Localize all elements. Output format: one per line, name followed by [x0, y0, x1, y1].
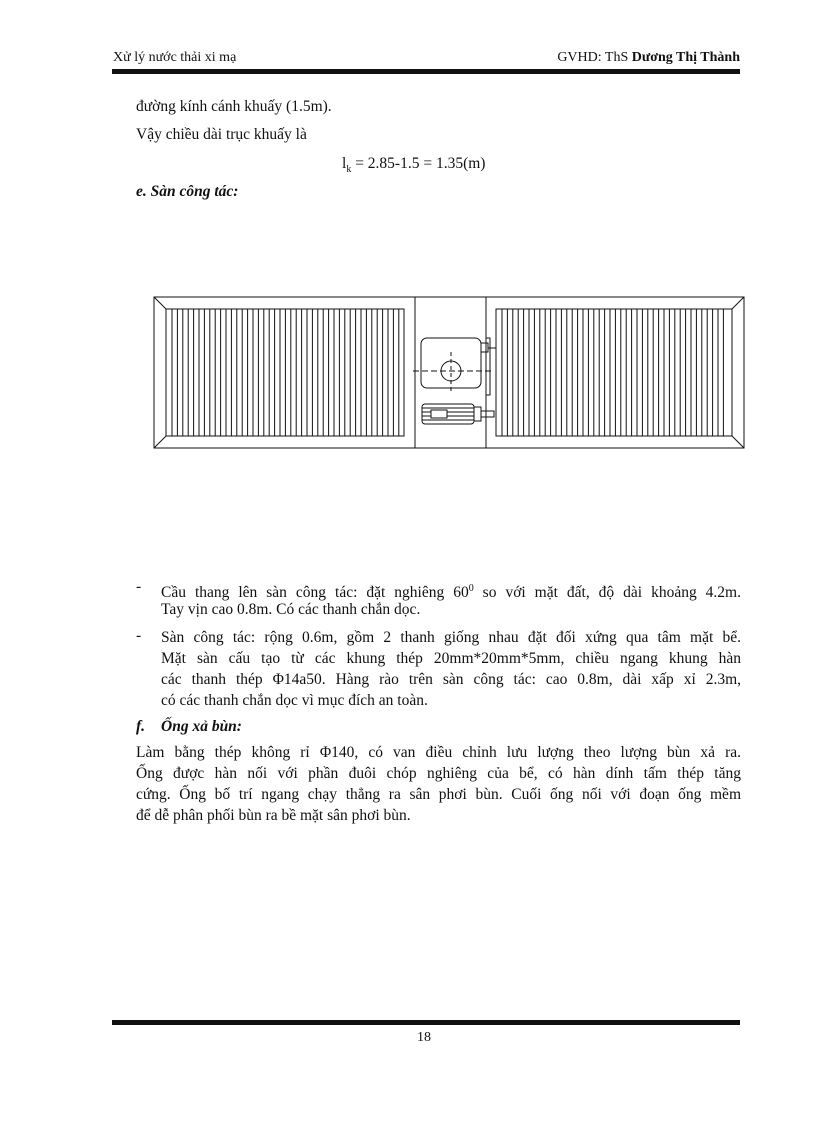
heading-f: Ống xả bùn: — [161, 718, 242, 735]
right-grating-slats — [502, 309, 723, 436]
formula-base: l — [342, 155, 347, 172]
para-f-line2: Ống được hàn nối với phần đuôi chóp nghiêng của bể, có hàn dính tấm thép tăng — [136, 765, 741, 782]
stirrer-gearbox-icon — [413, 338, 496, 395]
heading-f-label: f. — [136, 718, 146, 735]
bullet1-post: so với mặt đất, độ dài khoảng 4.2m. — [473, 584, 741, 602]
para-f-line4: để dễ phân phối bùn ra bề mặt sân phơi bùn. — [136, 807, 411, 824]
bullet2-line4: có các thanh chắn dọc vì mục đích an toàn. — [161, 692, 428, 709]
formula-sub: k — [346, 164, 352, 176]
bullet1-line2: Tay vịn cao 0.8m. Có các thanh chắn dọc. — [161, 601, 421, 618]
formula-rest: = 2.85-1.5 = 1.35(m) — [351, 155, 486, 172]
bullet2-line1: Sàn công tác: rộng 0.6m, gồm 2 thanh giống nhau đặt đối xứng qua tâm mặt bể. — [161, 629, 741, 646]
heading-e: e. Sàn công tác: — [136, 183, 239, 200]
page-number: 18 — [417, 1030, 431, 1045]
left-grating-slats — [172, 309, 399, 436]
para-f-line3: cứng. Ống bố trí ngang chạy thẳng ra sân phơi bùn. Cuối ống nối với đoạn ống mềm — [136, 786, 741, 803]
footer-rule — [112, 1020, 740, 1025]
bullet-dash-1: - — [136, 578, 142, 595]
bullet1-degree: 0 — [468, 583, 474, 594]
text-line-1: đường kính cánh khuấy (1.5m). — [136, 98, 332, 115]
motor-icon — [422, 404, 494, 424]
bullet-dash-2: - — [136, 627, 142, 644]
text-line-2: Vậy chiều dài trục khuấy là — [136, 126, 307, 143]
para-f-line1: Làm bằng thép không rỉ Φ140, có van điều chỉnh lưu lượng theo lượng bùn xả ra. — [136, 744, 741, 761]
header-supervisor-name: Dương Thị Thành — [631, 50, 740, 65]
bullet1-pre: Cầu thang lên sàn công tác: đặt nghiêng 60 — [161, 584, 469, 602]
header-supervisor-prefix: GVHD: ThS — [557, 50, 629, 65]
header-left-title: Xử lý nước thải xi mạ — [113, 50, 237, 65]
bullet2-line3: các thanh thép Φ14a50. Hàng rào trên sàn công tác: cao 0.8m, dài xấp xỉ 2.3m, — [161, 671, 741, 688]
bullet2-line2: Mặt sàn cấu tạo từ các khung thép 20mm*20mm*5mm, chiều ngang khung hàn — [161, 650, 741, 667]
